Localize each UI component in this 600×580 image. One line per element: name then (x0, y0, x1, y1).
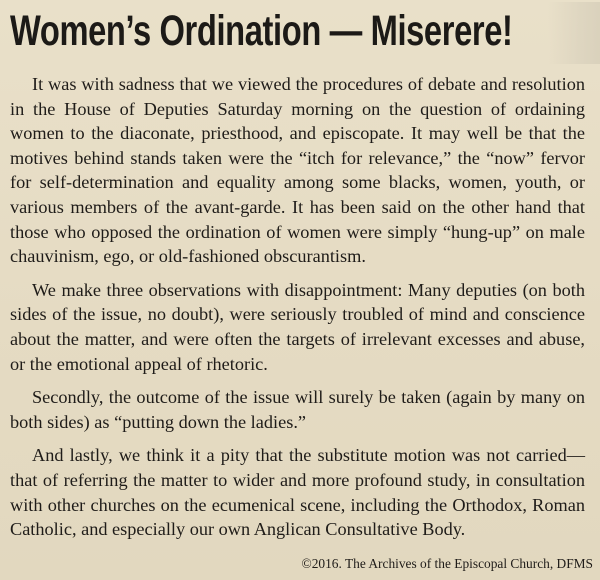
editorial-body (10, 72, 585, 542)
headline: Women’s Ordination — Miserere! (10, 7, 513, 55)
paragraph-4: And lastly, we think it a pity that the substitute motion was not carried—that of referring the matter to wider and more profound study, in consultation with other churches on the ecumenical scene, including the Orthodox, Roman Catholic, and especially our own Anglican Consultative Body. (10, 445, 585, 540)
paragraph-2: We make three observations with disappointment: Many deputies (on both sides of the issue, no doubt), were seriously troubled of mind and conscience about the matter, and were often the targets of irrelevant excesses and abuse, or the emotional appeal of rhetoric. (10, 279, 585, 374)
paragraph-3: Secondly, the outcome of the issue will surely be taken (again by many on both sides) as “putting down the ladies.” (10, 387, 585, 432)
bleed-through-mark (548, 2, 600, 64)
paragraph-1: It was with sadness that we viewed the procedures of debate and resolution in the House of Deputies Saturday morning on the question of ordaining women to the diaconate, priesthood, and episcopate. It may well be that the motives behind stands taken were the “itch for relevance,” the “now” fervor for self-determination and equality among some blacks, women, youth, or various members of the avant-garde. It has been said on the other hand that those who opposed the ordination of women were simply “hung-up” on male chauvinism, ego, or old-fashioned obscurantism. (10, 74, 585, 267)
copyright-credit: ©2016. The Archives of the Episcopal Church, DFMS (299, 556, 593, 572)
